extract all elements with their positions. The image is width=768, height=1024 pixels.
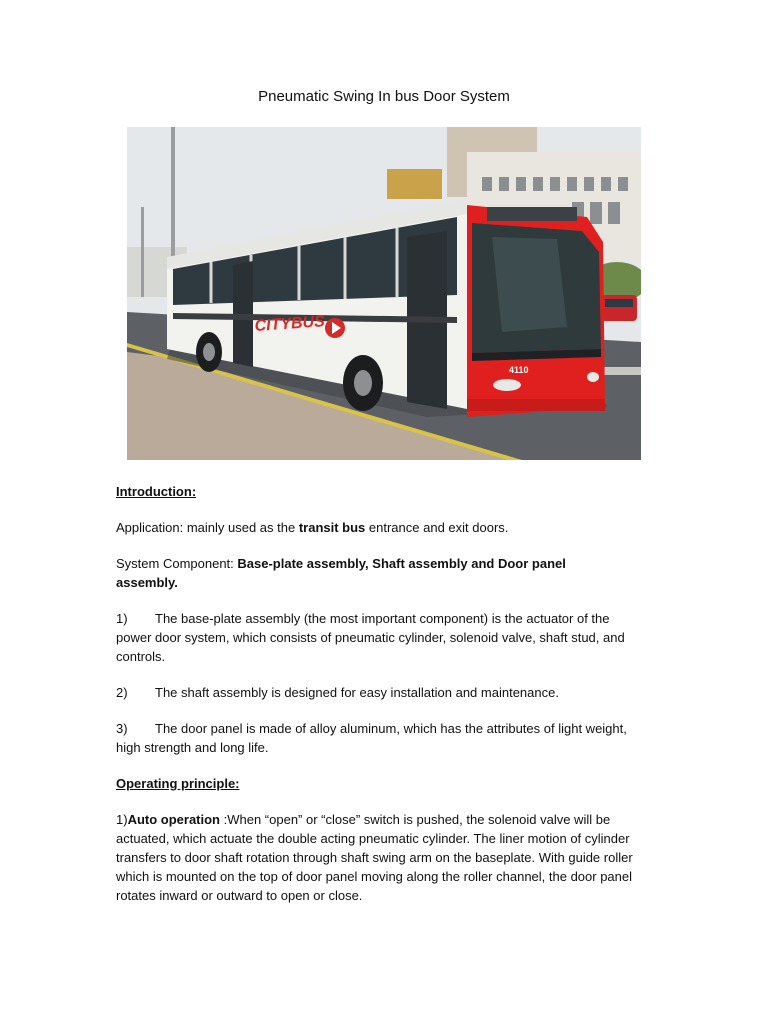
list-item-number: 3) (116, 721, 128, 736)
auto-line: which is mounted on the top of door panel moving along the roller channel, the door panel (116, 869, 633, 884)
list-item-line: power door system, which consists of pneumatic cylinder, solenoid valve, shaft stud, and (116, 630, 625, 645)
application-prefix: Application: mainly used as the (116, 520, 299, 535)
auto-first-line: :When “open” or “close” switch is pushed, the solenoid valve will be (220, 812, 611, 827)
list-item (116, 719, 656, 757)
document-title: Pneumatic Swing In bus Door System (258, 88, 510, 105)
auto-operation-paragraph (116, 810, 656, 905)
component-bold-line2: assembly. (116, 575, 178, 590)
introduction-heading-text: Introduction: (116, 484, 197, 499)
auto-number: 1) (116, 812, 128, 827)
auto-bold: Auto operation (127, 812, 220, 827)
list-item-line: high strength and long life. (116, 740, 269, 755)
list-item-line: The base-plate assembly (the most important component) is the actuator of the (155, 611, 610, 626)
component-prefix: System Component: (116, 556, 238, 571)
list-item-line: The door panel is made of alloy aluminum, which has the attributes of light weight, (155, 721, 627, 736)
bus-photo (127, 127, 641, 460)
list-item-number: 1) (116, 611, 128, 626)
list-item-line: The shaft assembly is designed for easy installation and maintenance. (155, 685, 559, 700)
auto-line: transfers to door shaft rotation through shaft swing arm on the baseplate. With guide roller (116, 850, 633, 865)
application-bold: transit bus (298, 520, 366, 535)
auto-line: actuated, which actuate the double acting pneumatic cylinder. The liner motion of cylinder (116, 831, 630, 846)
auto-line: rotates inward or outward to open or close. (116, 888, 363, 903)
operating-heading (116, 774, 656, 793)
list-item (116, 609, 656, 666)
introduction-heading (116, 482, 656, 501)
operating-heading-text: Operating principle: (116, 776, 240, 791)
list-item-number: 2) (116, 685, 128, 700)
bus-photo-illustration (127, 127, 641, 460)
bus-number-text: 4110 (509, 365, 529, 375)
component-paragraph (116, 554, 656, 592)
list-item-line: controls. (116, 649, 166, 664)
list-item (116, 683, 656, 702)
application-suffix: entrance and exit doors. (365, 520, 509, 535)
bus-brand-text: CITYBUS (254, 313, 326, 335)
application-paragraph (116, 518, 656, 537)
component-bold-line1: Base-plate assembly, Shaft assembly and Door panel (237, 556, 566, 571)
